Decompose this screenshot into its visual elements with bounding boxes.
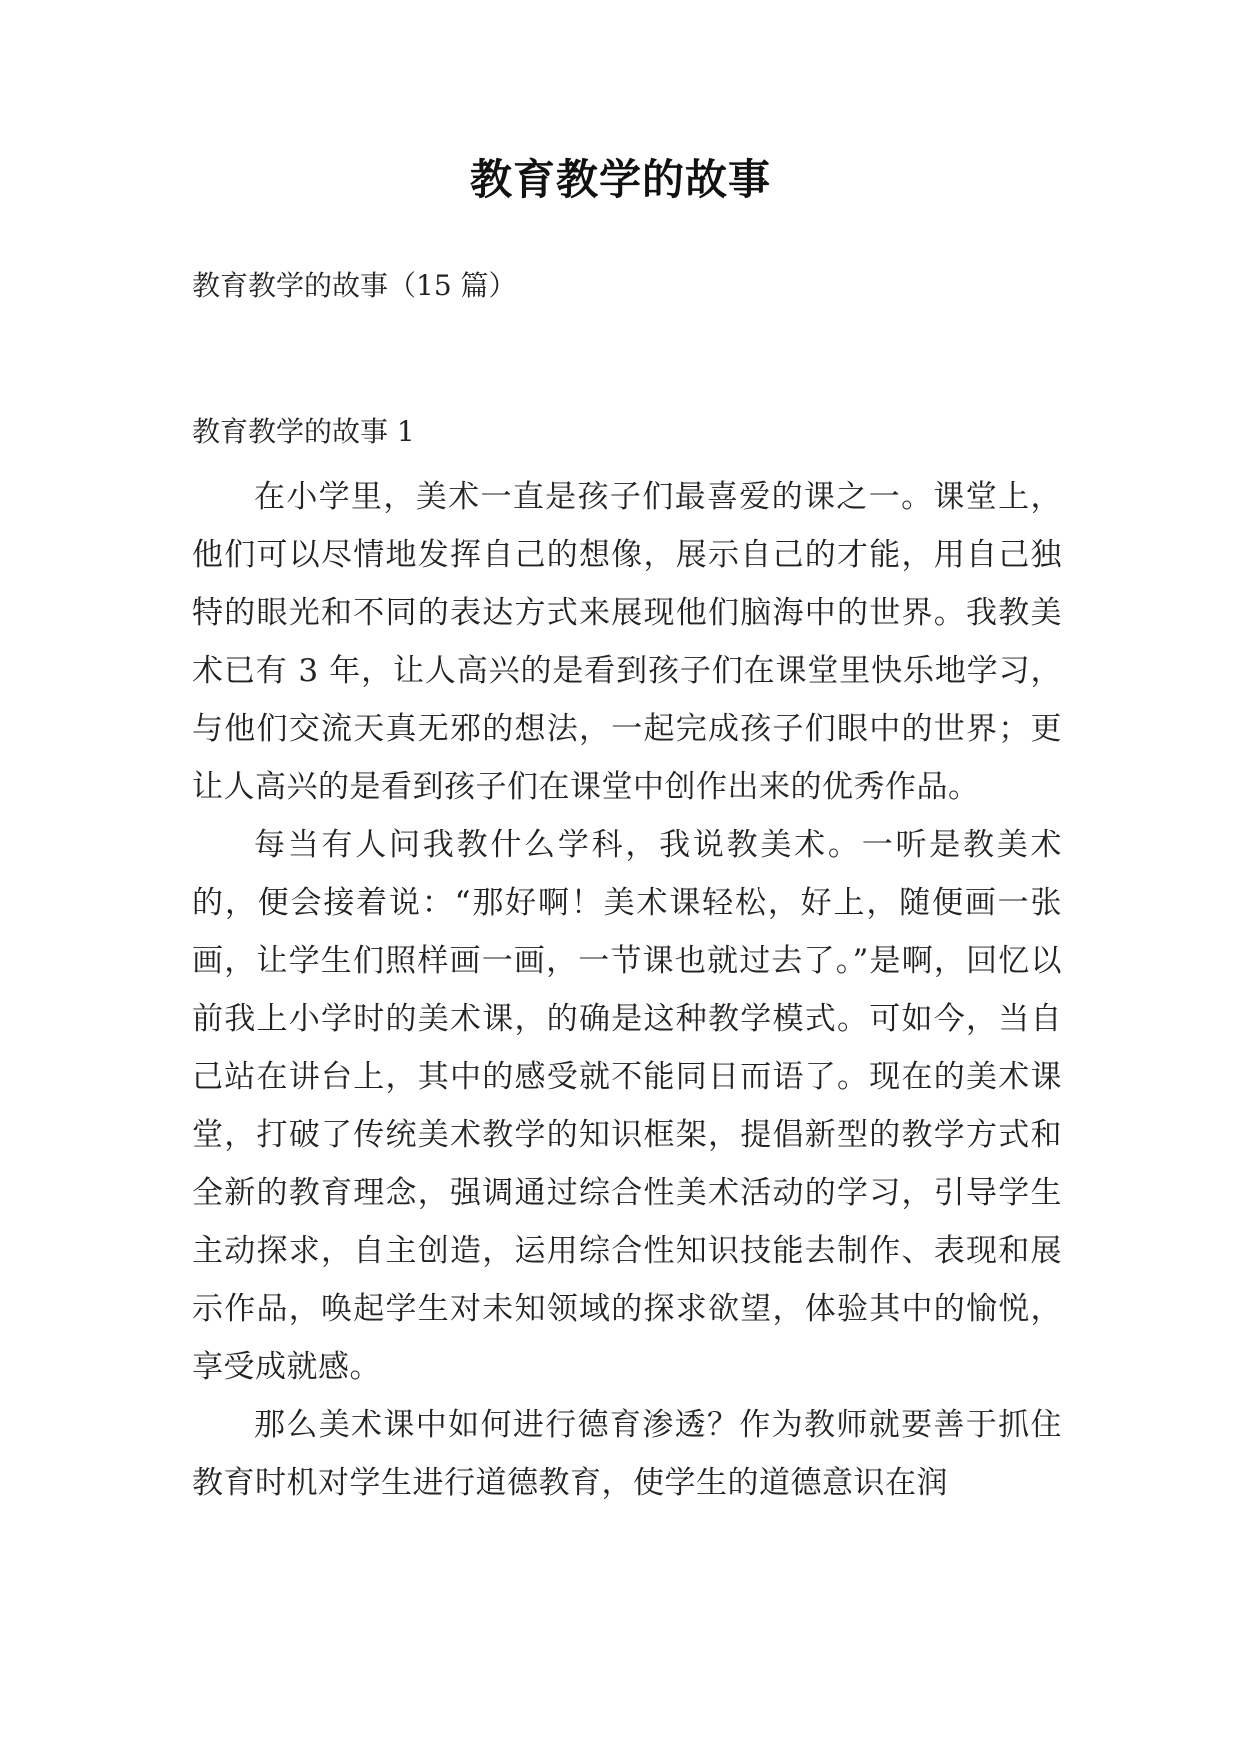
paragraph: 在小学里，美术一直是孩子们最喜爱的课之一。课堂上，他们可以尽情地发挥自己的想像，展示自己的才能，用自己独特的眼光和不同的表达方式来展现他们脑海中的世界。我教美术已有 3 年，让人高兴的是看到孩子们在课堂里快乐地学习，与他们交流天真无邪的想法，一起完成孩子们眼中的世界；更让人高兴的是看到孩子们在课堂中创作出来的优秀作品。 bbox=[192, 479, 1062, 805]
paragraph: 那么美术课中如何进行德育渗透？作为教师就要善于抓住教育时机对学生进行道德教育，使学生的道德意识在润 bbox=[192, 1407, 1062, 1501]
paragraph: 每当有人问我教什么学科，我说教美术。一听是教美术的，便会接着说：“那好啊！美术课轻松，好上，随便画一张画，让学生们照样画一画，一节课也就过去了。”是啊，回忆以前我上小学时的美术课，的确是这种教学模式。可如今，当自己站在讲台上，其中的感受就不能同日而语了。现在的美术课堂，打破了传统美术教学的知识框架，提倡新型的教学方式和全新的教育理念，强调通过综合性美术活动的学习，引导学生主动探求，自主创造，运用综合性知识技能去制作、表现和展示作品，唤起学生对未知领域的探求欲望，体验其中的愉悦，享受成就感。 bbox=[192, 827, 1062, 1385]
article-body bbox=[192, 468, 1062, 1512]
section-heading: 教育教学的故事 1 bbox=[192, 415, 415, 448]
document-subtitle: 教育教学的故事（15 篇） bbox=[192, 269, 517, 302]
document-title: 教育教学的故事 bbox=[469, 155, 771, 204]
